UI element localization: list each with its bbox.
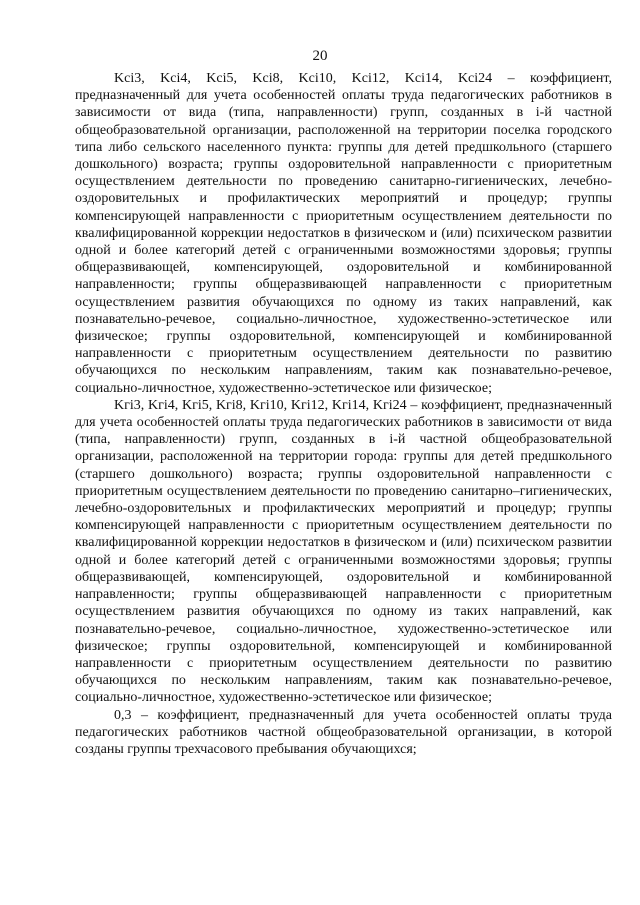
page-number: 20 [312, 48, 328, 64]
paragraph-three-hour-groups-coefficient: 0,3 – коэффициент, предназначенный для учета особенностей оплаты труда педагогических работников частной общеобразовательной организации, в которой созданы группы трехчасового пребывания обучающихся; [75, 707, 612, 757]
body-text [75, 70, 612, 758]
paragraph-kgi-coefficient: Kгi3, Kгi4, Kгi5, Kгi8, Kгi10, Kгi12, Kгi14, Kгi24 – коэффициент, предназначенный для учета особенностей оплаты труда педагогических работников в зависимости от вида (типа, направленности) групп, созданных в i-й частной общеобразовательной организации, расположенной на территории города: группы для детей предшкольного (старшего дошкольного) возраста; группы оздоровительной направленности с приоритетным осуществлением деятельности по проведению санитарно–гигиенических, лечебно-оздоровительных и профилактических мероприятий и процедур; группы компенсирующей направленности с приоритетным осуществлением деятельности по квалифицированной коррекции недостатков в физическом и (или) психическом развитии одной и более категорий детей с ограниченными возможностями здоровья; группы общеразвивающей, компенсирующей, оздоровительной и комбинированной направленности; группы общеразвивающей направленности с приоритетным осуществлением развития обучающихся по одному из таких направлений, как познавательно-речевое, социально-личностное, художественно-эстетическое или физическое; группы оздоровительной, компенсирующей и комбинированной направленности с приоритетным осуществлением деятельности по развитию обучающихся по нескольким направлениям, таким как познавательно-речевое, социально-личностное, художественно-эстетическое или физическое; [75, 397, 612, 706]
paragraph-kci-coefficient: Kci3, Kci4, Kci5, Kci8, Kci10, Kci12, Kci14, Kci24 – коэффициент, предназначенный для учета особенностей оплаты труда педагогических работников в зависимости от вида (типа, направленности) групп, созданных в i-й частной общеобразовательной организации, расположенной на территории поселка городского типа либо сельского населенного пункта: группы для детей предшкольного (старшего дошкольного) возраста; группы оздоровительной направленности с приоритетным осуществлением деятельности по проведению санитарно-гигиенических, лечебно-оздоровительных и профилактических мероприятий и процедур; группы компенсирующей направленности с приоритетным осуществлением деятельности по квалифицированной коррекции недостатков в физическом и (или) психическом развитии одной и более категорий детей с ограниченными возможностями здоровья; группы общеразвивающей, компенсирующей, оздоровительной и комбинированной направленности; группы общеразвивающей направленности с приоритетным осуществлением развития обучающихся по одному из таких направлений, как познавательно-речевое, социально-личностное, художественно-эстетическое или физическое; группы оздоровительной, компенсирующей и комбинированной направленности с приоритетным осуществлением деятельности по развитию обучающихся по нескольким направлениям, таким как познавательно-речевое, социально-личностное, художественно-эстетическое или физическое; [75, 71, 612, 396]
